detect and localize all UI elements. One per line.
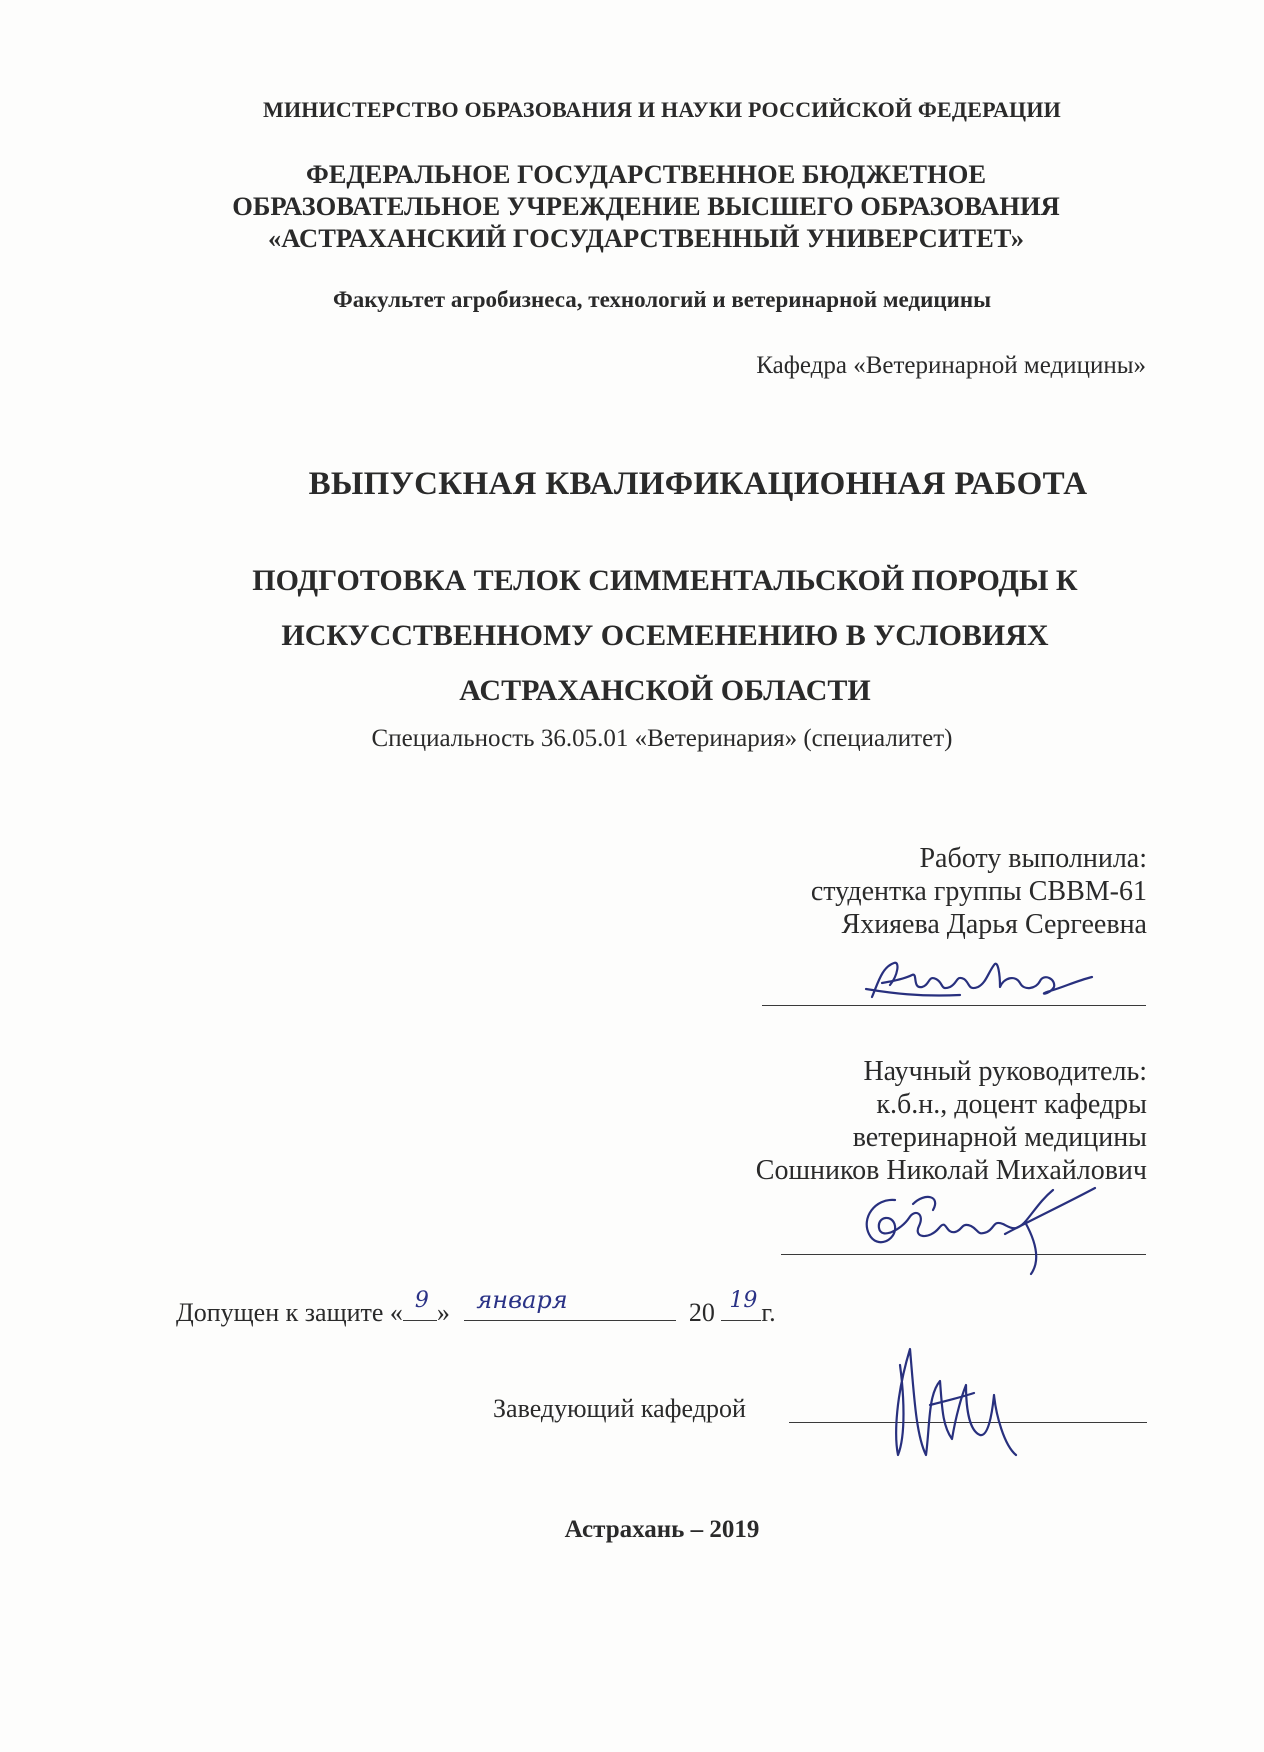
- admission-line: [176, 1286, 776, 1328]
- ministry-heading: МИНИСТЕРСТВО ОБРАЗОВАНИЯ И НАУКИ РОССИЙСКОЙ ФЕДЕРАЦИИ: [263, 97, 1061, 122]
- author-label: Работу выполнила:: [919, 843, 1147, 874]
- supervisor-position: к.б.н., доцент кафедры: [876, 1089, 1147, 1120]
- author-signature: [860, 945, 1100, 1015]
- author-block: [811, 842, 1147, 941]
- supervisor-block: [756, 1055, 1147, 1187]
- thesis-title-line: ИСКУССТВЕННОМУ ОСЕМЕНЕНИЮ В УСЛОВИЯХ: [281, 619, 1049, 652]
- supervisor-name: Сошников Николай Михайлович: [755, 1155, 1147, 1186]
- admission-quote-close: »: [436, 1298, 450, 1327]
- institution-line: ФЕДЕРАЛЬНОЕ ГОСУДАРСТВЕННОЕ БЮДЖЕТНОЕ: [306, 159, 986, 189]
- institution-name: [14, 158, 1264, 254]
- faculty-name: Факультет агробизнеса, технологий и ветеринарной медицины: [332, 287, 992, 312]
- work-type-heading: ВЫПУСКНАЯ КВАЛИФИКАЦИОННАЯ РАБОТА: [308, 466, 1088, 502]
- admission-day: 9: [414, 1288, 429, 1313]
- head-signature: [870, 1335, 1040, 1485]
- supervisor-signature: [855, 1170, 1115, 1280]
- institution-line: ОБРАЗОВАТЕЛЬНОЕ УЧРЕЖДЕНИЕ ВЫСШЕГО ОБРАЗОВАНИЯ: [232, 191, 1060, 221]
- thesis-title: [33, 553, 1264, 718]
- admission-year: 19: [729, 1288, 758, 1313]
- author-group: студентка группы СВВМ-61: [810, 876, 1147, 907]
- admission-year-prefix: 20: [688, 1298, 715, 1327]
- admission-prefix: Допущен к защите «: [176, 1298, 403, 1327]
- thesis-title-line: АСТРАХАНСКОЙ ОБЛАСТИ: [459, 674, 871, 707]
- department-name: Кафедра «Ветеринарной медицины»: [756, 352, 1146, 379]
- author-name: Яхияева Дарья Сергеевна: [841, 909, 1147, 940]
- supervisor-position: ветеринарной медицины: [852, 1122, 1147, 1153]
- admission-month: января: [476, 1286, 568, 1314]
- admission-suffix: г.: [761, 1298, 776, 1327]
- supervisor-label: Научный руководитель:: [863, 1056, 1147, 1087]
- specialty-line: Специальность 36.05.01 «Ветеринария» (специалитет): [371, 725, 953, 752]
- institution-line: «АСТРАХАНСКИЙ ГОСУДАРСТВЕННЫЙ УНИВЕРСИТЕТ»: [267, 223, 1024, 253]
- admission-year-field: [721, 1288, 761, 1321]
- head-of-department-label: Заведующий кафедрой: [493, 1394, 746, 1423]
- city-year: Астрахань – 2019: [564, 1516, 760, 1543]
- thesis-title-line: ПОДГОТОВКА ТЕЛОК СИММЕНТАЛЬСКОЙ ПОРОДЫ К: [252, 564, 1078, 597]
- admission-day-field: [403, 1288, 437, 1321]
- admission-month-field: [464, 1286, 676, 1321]
